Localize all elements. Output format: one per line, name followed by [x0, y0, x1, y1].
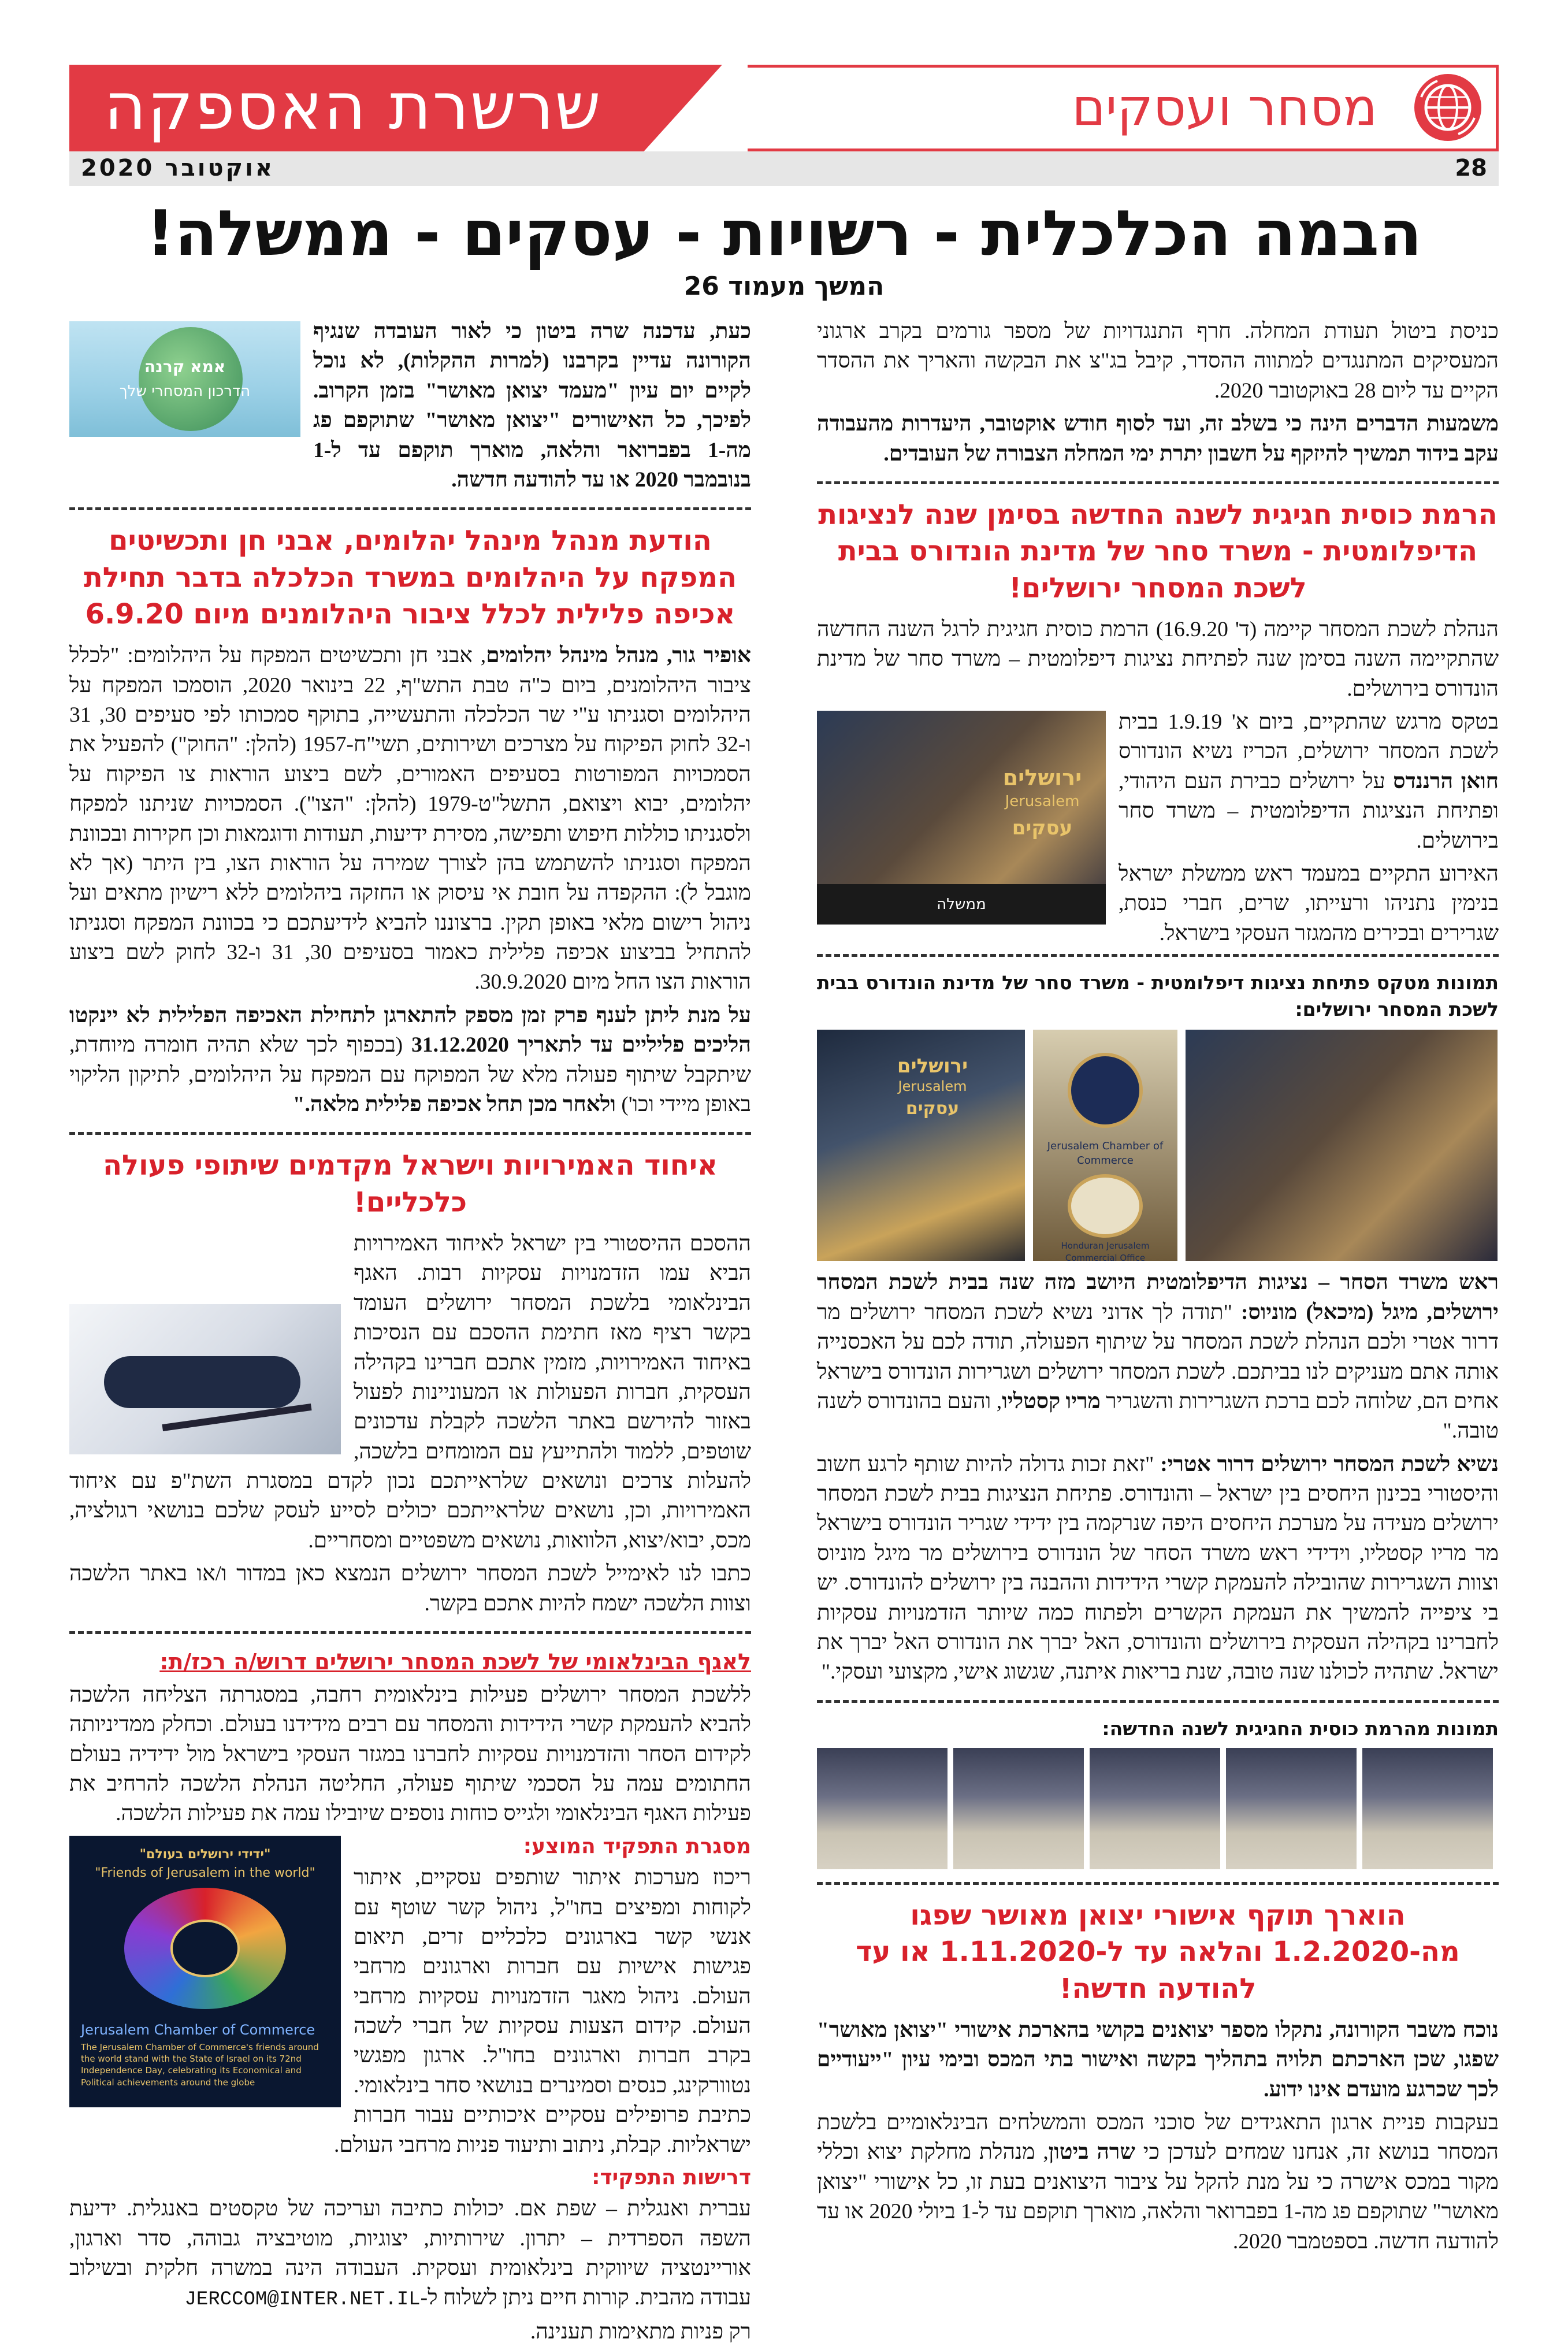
section-title: מסחר ועסקים	[1072, 77, 1377, 137]
name-bold: שרה ביטון	[1048, 2140, 1135, 2165]
email-link[interactable]: JERCCOM@INTER.NET.IL	[184, 2289, 421, 2311]
text-run: , והעם בהונדורס לשנה טובה."	[817, 1389, 1499, 1443]
date-bar	[69, 151, 1499, 186]
right-column	[817, 317, 1499, 2260]
toast-paragraph: הנהלת לשכת המסחר קיימה (ד' 16.9.20) הרמת כוסית חגיגית לרגל השנה החדשה שהתקיימה השנה בסימן שנה לפתיחת נציגות דיפלומטית – משרד סחר של מדינת הונדורס בירושלים.	[817, 617, 1499, 701]
travel-ad-image	[69, 321, 300, 437]
netanyahu-speech-photo	[817, 711, 1106, 925]
intro-paragraph: כניסת ביטול תעודת המחלה. חרף התנגדויות של מספר גורמים בקרב ארגוני המעסיקים המתנגדים למתווה ההסדר, קיבל בג"צ את הבקשה והאריך את ההסדר הקיים עד ליום 28 באוקטובר 2020.	[817, 320, 1499, 403]
photo-sign-text: ירושלים	[1002, 765, 1082, 791]
name-bold: חואן הרננדס	[1393, 769, 1499, 793]
page-number: 28	[1455, 155, 1487, 181]
speaker-bold: ראש משרד הסחר – נציגות הדיפלומטית היושב מזה שנה בבית לשכת המסחר ירושלים, מיגל (מיכאל) מוניוס:	[817, 1271, 1499, 1324]
job-headline: לאגף הבינלאומי של לשכת המסחר ירושלים דרוש/ה רכז/ת:	[159, 1649, 751, 1675]
speech-paragraph	[817, 1268, 1499, 1446]
photo-sign-text-en: Jerusalem	[898, 1078, 967, 1095]
globe-image	[139, 327, 243, 431]
diamond-paragraph-2	[69, 1001, 751, 1120]
toast-thumb-2	[953, 1748, 1084, 1869]
ad-text-2: הדרכון המסחרי שלך	[119, 383, 251, 400]
issue-date: אוקטובר 2020	[81, 155, 274, 181]
divider	[817, 1882, 1499, 1885]
left-column	[69, 317, 751, 2350]
toast-thumb-row	[817, 1748, 1499, 1869]
text-run: בעקבות פניית ארגון התאגידים של סוכני המכס והמשלחים הבינלאומיים בלשכת המסחר בנושא זה, אנחנו שמחים לעדכן כי	[817, 2111, 1499, 2165]
divider	[69, 1631, 751, 1634]
diamond-paragraph	[69, 641, 751, 997]
poster-org: Jerusalem Chamber of Commerce	[81, 2021, 315, 2038]
divider	[817, 1700, 1499, 1703]
speaker-bold: נשיא לשכת המסחר ירושלים דרור אטרי:	[1160, 1452, 1499, 1476]
chamber-emblem-icon	[1068, 1053, 1143, 1128]
exporter-headline: הוארך תוקף אישורי יצואן מאושר שפגו מה-1.2.2020 והלאה עד ל-1.11.2020 או עד להודעה חדשה!	[856, 1899, 1460, 2005]
text-run: "תודה לך אדוני נשיא לשכת המסחר ירושלים מר דרור אטרי ולכם הנהלת לשכת המסחר על שיתוף הפעולה, תודה לכם על האכסנייה אותה אתם מעניקים לנו בביתכם. לשכת המסחר ירושלים ושגרירות הונדורס בישראל אחים הם, שלוחה לכם ברכת השגרירות והשגריר	[817, 1300, 1499, 1413]
text-bold: על מנת ליתן לענף פרק זמן מספק להתארגן לתחילת האכיפה הפלילית לא יינקטו הליכים פליליים עד לתאריך 31.12.2020	[69, 1003, 751, 1057]
toast-headline: הרמת כוסית חגיגית לשנה החדשה בסימן שנה לנציגות הדיפלומטית - משרד סחר של מדינת הונדורס בבית לשכת המסחר ירושלים!	[818, 498, 1498, 604]
plaque-text: Jerusalem Chamber of Commerce	[1047, 1140, 1164, 1167]
photo-sign-text: ירושלים	[897, 1055, 968, 1078]
uae-headline: איחוד האמירויות וישראל מקדמים שיתופי פעולה כלכליים!	[103, 1149, 718, 1219]
globe-icon	[1414, 74, 1481, 141]
ceremony-photo-row	[817, 1030, 1499, 1261]
divider	[69, 507, 751, 510]
exporter-paragraph-bold: נוכח משבר הקורונה, נתקלו מספר יצואנים בקושי בהארכת אישורי "יצואן מאושר" שפגו, שכן הארכתם תלויה בתהליך בקשה ואישור בתי המכס ובימי עיון "ייעודיים לכך שכרגע מועדם אינו ידוע.	[817, 2018, 1499, 2102]
name-bold: אופיר גור, מנהל מינהל יהלומים	[486, 644, 751, 668]
text-run: עברית ואנגלית – שפת אם. יכולות כתיבה ועריכה של טקסטים באנגלית. ידיעת השפה הספרדית – יתרון. שירותיות, יצוגיות, מוטיבציה גבוהה, סדר וארגון, אוריינטציה שיווקית בינלאומית ועסקית. העבודה הינה במשרה חלקית ובשילוב עבודה מהבית. קורות חיים ניתן לשלוח ל-	[69, 2197, 751, 2310]
photo-sign-text-2: עסקים	[905, 1098, 960, 1119]
poster-desc: The Jerusalem Chamber of Commerce's friends around the world stand with the State of Israel on its 72nd Independence Day, celebrating its Economical and Political achievements around the globe	[81, 2041, 319, 2088]
honduras-emblem-icon	[1068, 1174, 1143, 1238]
toast-thumb-3	[1090, 1748, 1220, 1869]
text-run: על ירושלים כבירת העם היהודי, ופתיחת הנציגות הדיפלומטית – משרד סחר בירושלים.	[1119, 769, 1499, 853]
job-subheading-2: דרישות התפקיד:	[592, 2165, 751, 2189]
intro-paragraph-bold: משמעות הדברים הינה כי בשלב זה, ועד לסוף חודש אוקטובר, היעדרות מהעבודה עקב בידוד תמשיך להיזקף על חשבון יתרת ימי המחלה הצבורה של העובדים.	[817, 412, 1499, 466]
handshake-shape	[104, 1356, 300, 1408]
exporter-paragraph	[817, 2108, 1499, 2256]
photos-caption: תמונות מטקס פתיחת נציגות דיפלומטית - משרד סחר של מדינת הונדורס בבית לשכת המסחר ירושלים:	[817, 971, 1499, 1021]
ad-text: אמא קרנה	[144, 357, 226, 376]
text-run: , מנהלת מחלקת יצוא וכללי מקור במכס אישרה כי על מנת להקל על ציבור היצואנים בעת זו, כל אישורי "יצואן מאושר" שתוקפם פג מה-1 בפברואר והלאה, מוארך תוקפם עד ל-1 ביולי 2020 או עד להודעה חדשה. בספטמבר 2020.	[817, 2140, 1499, 2254]
plaque-text-2: Honduran Jerusalem Commercial Office	[1061, 1241, 1150, 1263]
continued-from: המשך מעמוד 26	[683, 272, 885, 301]
ceremony-photo-group	[817, 1030, 1025, 1261]
photo-sign-text-2: עסקים	[1012, 816, 1073, 840]
name-bold: מריו קסטליו	[1002, 1389, 1101, 1413]
chamber-emblem-icon	[170, 1920, 240, 1977]
job-paragraph-4: רק פניות מתאימות תענינה.	[530, 2319, 751, 2344]
job-paragraph-2: ריכוז מערכות איתור שותפים עסקיים, איתור לקוחות ומפיצים בחו"ל, ניהול קשר שוטף עם אנשי קשר בארגונים כלכליים זרים, תיאום פגישות אישיות עם חברות וארגונים מרחבי העולם. ניהול מאגר הזדמנויות עסקיות מרחבי העולם. קידום הצעות עסקיות של חברי לשכה בקרב חברות וארגונים בחו"ל. ארגון מפגשי נטוורקינג, כנסים וסמינרים בנושאי סחר בינלאומי. כתיבת פרופילים עסקיים איכותיים עבור חברות ישראליות. קבלת, ניתוב ותיעוד פניות מרחבי העולם.	[333, 1866, 751, 2157]
banner-title: שרשרת האספקה	[104, 69, 602, 144]
poster-title-he: "ידידי ירושלים בעולם"	[139, 1847, 271, 1862]
toast-photos-caption: תמונות מהרמת כוסית החגיגית לשנה החדשה:	[1102, 1717, 1499, 1740]
netanyahu-hernandez-photo	[1186, 1030, 1498, 1261]
text-run: בטקס מרגש שהתקיים, ביום א' 1.9.19 בבית לשכת המסחר ירושלים, הכריז נשיא הונדורס	[1119, 710, 1499, 764]
job-subheading: מסגרת התפקיד המוצע:	[523, 1834, 751, 1858]
speech-paragraph-2	[817, 1450, 1499, 1687]
main-headline: הבמה הכלכלית - רשויות - עסקים - ממשלה!	[146, 198, 1422, 270]
plaque-photo	[1033, 1030, 1177, 1261]
uae-paragraph: ההסכם ההיסטורי בין ישראל לאיחוד האמירויות הביא עמו הזדמנויות עסקיות רבות. האגף הבינלאומי בלשכת המסחר ירושלים העומד בקשר רציף מאז חתימת ההסכם עם הנסיכות באיחוד האמירויות, מזמין אתכם חברינו בקהילה העסקית, חברות הפעולות או המעוניינות לפעול באזור להירשם באתר הלשכה לקבלת עדכונים שוטפים, ללמוד ולהתייעץ עם המומחים בלשכה, להעלות צרכים ונושאים שלראייתכם נכון לקדם במסגרת השת"פ עם איחוד האמירויות, וכן, נושאים שלראייתכם יכולים לסייע לעסק שלכם בנושאי רגולציה, מכס, יבוא/יצוא, הלוואות, נושאים משפטיים ומסחריים.	[69, 1232, 751, 1553]
diamond-headline: הודעת מנהל מינהל יהלומים, אבני חן ותכשיטים המפקח על היהלומים במשרד הכלכלה בדבר תחילת אכיפה פלילית לכלל ציבור היהלומנים מיום 6.9.20	[83, 525, 737, 630]
podium	[817, 884, 1106, 925]
text-run: , אבני חן ותכשיטים המפקח על היהלומים: "לכלל ציבור היהלומנים, ביום כ"ה טבת התש"ף, 22 בינואר 2020, הוסמכו המפקח על היהלומים וסגניתו ע"י שר הכלכלה והתעשייה, בתוקף סמכותו לפי סעיפים 30, 31 ו-32 לחוק הפיקוח על מצרכים ושירותים, תשי"ח-1957 (להלן: "החוק") להפעיל את הסמכויות המפורטות בסעיפים האמורים, לשם ביצוע הוראות צו הפיקוח על יהלומים, יבוא ויצואם, התשל"ט-1979 (להלן: "הצו"). הסמכויות שניתנו למפקח ולסגניתו כוללות חיפוש ותפישה, מסירת ידיעות, תעודות ודוגמאות וכן חקירות ובכוונת המפקח וסגניתו להשתמש בהן לצורך שמירה על הוראות הצו, בין היתר (אך לא מוגבל ל): ההקפדה על חובת אי עיסוק או החזקה ביהלומים ללא רישיון מתאים ועל ניהול רישום מלאי באופן תקין. ברצוננו להביא לידיעתכם כי בכוונת המפקח וסגניתו להתחיל בביצוע אכיפה פלילית כאמור בסעיפים 30, 31 ו-32 לחוק לשם ביצוע הוראות הצו החל מיום 30.9.2020.	[69, 644, 752, 994]
uae-paragraph-2: כתבו לנו לאימייל לשכת המסחר ירושלים הנמצא כאן במדור ו/או באתר הלשכה וצוות הלשכה ישמח להיות אתכם בקשר.	[69, 1562, 751, 1616]
podium-text: ממשלה	[937, 896, 986, 914]
toast-paragraph-3: האירוע התקיים במעמד ראש ממשלת ישראל בנימין נתניהו ורעייתו, שרים, חברי כנסת, שגרירים ובכירים מהמגזר העסקי בישראל.	[1119, 862, 1499, 945]
poster-title-en: "Friends of Jerusalem in the world"	[95, 1865, 315, 1880]
exporter-continuation: כעת, עדכנה שרה ביטון כי לאור העובדה שנגיף הקורונה עדיין בקרבנו (למרות ההקלות), לא נוכל לקיים יום עיון "מעמד יצואן מאושר" בזמן הקרוב. לפיכך, כל האישורים "יצואן מאושר" שתוקפם פג מה-1 בפברואר והלאה, מוארך תוקפם עד ל-1 בנובמבר 2020 או עד להודעה חדשה.	[313, 320, 751, 492]
text-run: "זאת זכות גדולה להיות שותף לרגע חשוב והיסטורי בכינון היחסים בין ישראל – והונדורס. פתיחת הנציגות בבית לשכת המסחר ירושלים מעידה על מערכת היחסים היפה שנרקמה בין ידידי שגריר הונדורס בישראל מר מריו קסטליו, וידידי ראש משרד הסחר של הונדורס בירושלים מר מיגל מוניוס וצוות השגרירות שהובילה להעמקת קשרי הידידות וההבנה בין ירושלים להונדורס. יש בי ציפייה להמשיך את העמקת הקשרים ולפתוח כמה שיותר הזדמנויות עסקיות לחברינו בקהילה העסקית בירושלים והונדורס, האל יברך את הונדורס האל יברך את ישראל. שתהיה לכולנו שנה טובה, שנת בריאות איתנה, שגשוג אישי, מקצועי ועסקי."	[817, 1452, 1499, 1684]
friends-of-jerusalem-poster	[69, 1836, 341, 2107]
divider	[817, 954, 1499, 957]
toast-thumb-5	[1362, 1748, 1493, 1869]
handshake-photo	[69, 1304, 341, 1454]
text-run: (בכפוף לכך שלא תהיה חומרה מיוחדת, שיתקבל שיתוף פעולה מלא של המפוקח עם המפקח על היהלומים, לתיקון הליקוי באופן מיידי וכו')	[69, 1033, 751, 1116]
text-bold: ולאחר מכן תחל אכיפה פלילית מלאה."	[292, 1092, 616, 1116]
divider	[69, 1132, 751, 1135]
job-paragraph-3	[69, 2194, 751, 2314]
job-paragraph: ללשכת המסחר ירושלים פעילות בינלאומית רחבה, במסגרתה הצליחה הלשכה להביא להעמקת קשרי הידידות והמסחר עם רבים מידידנו בעולם. וכחלק ממדיניותה לקידום הסחר והזדמנויות עסקיות לחברנו במגזר העסקי בישראל מול ידידיה בעולם החתומים עמה על הסכמי שיתוף פעולה, החליטה הנהלת הלשכה להרחיב את פעילות האגף הבינלאומי ולגייס כוחות נוספים שיובילו עמה את פעילות הלשכה.	[69, 1683, 751, 1826]
photo-sign-text-en: Jerusalem	[1005, 793, 1080, 811]
divider	[817, 481, 1499, 484]
toast-thumb-4	[1226, 1748, 1357, 1869]
page-header	[69, 65, 1499, 151]
toast-thumb-1	[817, 1748, 948, 1869]
